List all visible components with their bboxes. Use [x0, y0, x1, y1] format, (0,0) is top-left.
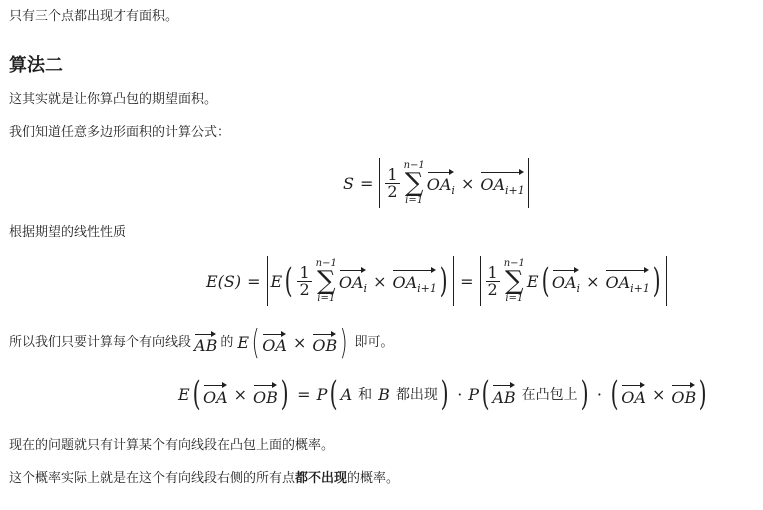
formula-fraction [385, 164, 399, 201]
formula-symbol: i=1 [405, 195, 424, 206]
formula-symbol: · [457, 384, 463, 404]
formula-symbol: OA [262, 336, 287, 355]
formula-symbol: × [233, 384, 248, 404]
formula-symbol: = [297, 384, 311, 404]
formula-symbol: P [468, 384, 480, 404]
formula-symbol: i [363, 282, 368, 295]
formula-symbol: OA [202, 387, 228, 407]
formula-paren: ( [610, 374, 619, 414]
formula-symbol: OA [426, 175, 452, 194]
text-segment: 所以我们只要计算每个有向线段 [9, 335, 192, 350]
formula-symbol: i [451, 184, 455, 197]
paragraph-intro: 这其实就是让你算凸包的期望面积。 [9, 92, 218, 107]
formula-abs [267, 256, 455, 306]
formula-symbol: OB [312, 336, 338, 355]
formula-paren: ) [580, 374, 589, 414]
formula-symbol: × [373, 271, 387, 291]
formula-vector [203, 382, 228, 407]
formula-symbol: OB [671, 387, 697, 407]
paragraph-compute-each [9, 323, 394, 363]
formula-symbol: 2 [299, 279, 310, 299]
formula-symbol: OA [480, 175, 506, 194]
formula-sum [316, 258, 337, 304]
formula-symbol: P [316, 384, 328, 404]
formula-symbol: B [378, 384, 390, 404]
formula-symbol: AB [492, 387, 516, 407]
formula-paren: ) [440, 374, 449, 414]
formula-paren: ( [251, 323, 260, 363]
formula-text: 和 [358, 387, 373, 403]
formula-symbol: 1 [299, 262, 310, 282]
formula-vector [552, 267, 580, 295]
formula-vector [312, 331, 337, 355]
formula-vector [262, 331, 287, 355]
formula-symbol: OA [338, 273, 364, 292]
formula-probability [178, 374, 709, 414]
text-segment: 即可。 [354, 335, 394, 350]
formula-paren: ( [192, 374, 201, 414]
formula-symbol: = [359, 173, 374, 193]
formula-symbol: n−1 [503, 258, 525, 269]
formula-vector [339, 267, 367, 295]
formula-vector [605, 267, 649, 295]
formula-vector [671, 382, 696, 407]
paragraph-area-condition: 只有三个点都出现才有面积。 [9, 9, 179, 24]
formula-paren: ( [329, 374, 338, 414]
formula-symbol: ∑ [404, 168, 424, 198]
formula-text: 都出现 [395, 387, 438, 403]
formula-symbol: n−1 [403, 160, 425, 171]
formula-text: 在凸包上 [521, 387, 578, 403]
formula-symbol: = [460, 271, 474, 291]
paragraph-formula-intro: 我们知道任意多边形面积的计算公式： [9, 125, 231, 140]
text-segment: 的概率。 [347, 471, 400, 486]
formula-symbol: = [247, 271, 261, 291]
formula-vector [427, 169, 455, 197]
text-segment: 这个概率实际上就是在这个有向线段右侧的所有点 [9, 471, 296, 486]
formula-paren: ) [652, 261, 661, 301]
formula-vector [253, 382, 278, 407]
formula-symbol: i+1 [417, 282, 437, 295]
formula-fraction [486, 262, 500, 299]
formula-symbol: E [237, 333, 250, 352]
formula-symbol: n−1 [315, 258, 337, 269]
section-heading: 算法二 [9, 55, 63, 76]
formula-symbol: × [460, 173, 475, 193]
formula-symbol: 1 [387, 164, 398, 184]
formula-symbol: i [576, 282, 581, 295]
formula-symbol: S [343, 173, 354, 193]
formula-symbol: ∑ [505, 266, 524, 296]
formula-paren: ( [541, 261, 550, 301]
formula-symbol: i=1 [317, 293, 336, 304]
formula-paren: ) [439, 261, 448, 301]
formula-symbol: × [292, 333, 307, 352]
formula-symbol: 2 [387, 181, 398, 201]
formula-paren: ) [339, 323, 348, 363]
formula-symbol: · [596, 384, 602, 404]
formula-symbol: OA [392, 273, 418, 292]
formula-symbol: E [526, 271, 539, 291]
formula-symbol: E [270, 271, 283, 291]
formula-symbol: i=1 [505, 293, 524, 304]
formula-sum [504, 258, 525, 304]
formula-paren: ) [280, 374, 289, 414]
formula-expectation [206, 256, 667, 306]
paragraph-problem: 现在的问题就只有计算某个有向线段在凸包上面的概率。 [9, 438, 335, 453]
paragraph-probability [9, 470, 399, 488]
formula-paren: ) [698, 374, 707, 414]
formula-symbol: i+1 [630, 282, 650, 295]
formula-paren: ( [284, 261, 293, 301]
formula-symbol: A [340, 384, 353, 404]
formula-fraction [297, 262, 311, 299]
formula-paren: ( [481, 374, 490, 414]
formula-symbol: OB [253, 387, 278, 407]
formula-sum [404, 160, 425, 206]
formula-vector [492, 382, 515, 407]
formula-vector [621, 382, 646, 407]
formula-vector [194, 331, 217, 355]
formula-symbol: AB [194, 336, 218, 355]
formula-symbol: i+1 [505, 184, 525, 197]
formula-symbol: 1 [487, 262, 498, 282]
formula-symbol: × [586, 271, 600, 291]
formula-symbol: ∑ [316, 266, 336, 296]
formula-symbol: E [178, 384, 190, 404]
paragraph-linearity: 根据期望的线性性质 [9, 225, 127, 240]
formula-area [343, 158, 529, 208]
formula-symbol: OA [551, 273, 577, 292]
formula-symbol: OA [605, 273, 631, 292]
formula-abs [480, 256, 668, 306]
formula-symbol: E(S) [206, 271, 242, 291]
formula-symbol: 2 [487, 279, 498, 299]
text-segment: 的 [220, 335, 234, 350]
formula-vector [392, 267, 436, 295]
formula-vector [480, 169, 524, 197]
formula-symbol: OA [621, 387, 646, 407]
formula-abs [379, 158, 528, 208]
emphasis-text: 都不出现 [295, 471, 348, 486]
formula-symbol: × [651, 384, 666, 404]
